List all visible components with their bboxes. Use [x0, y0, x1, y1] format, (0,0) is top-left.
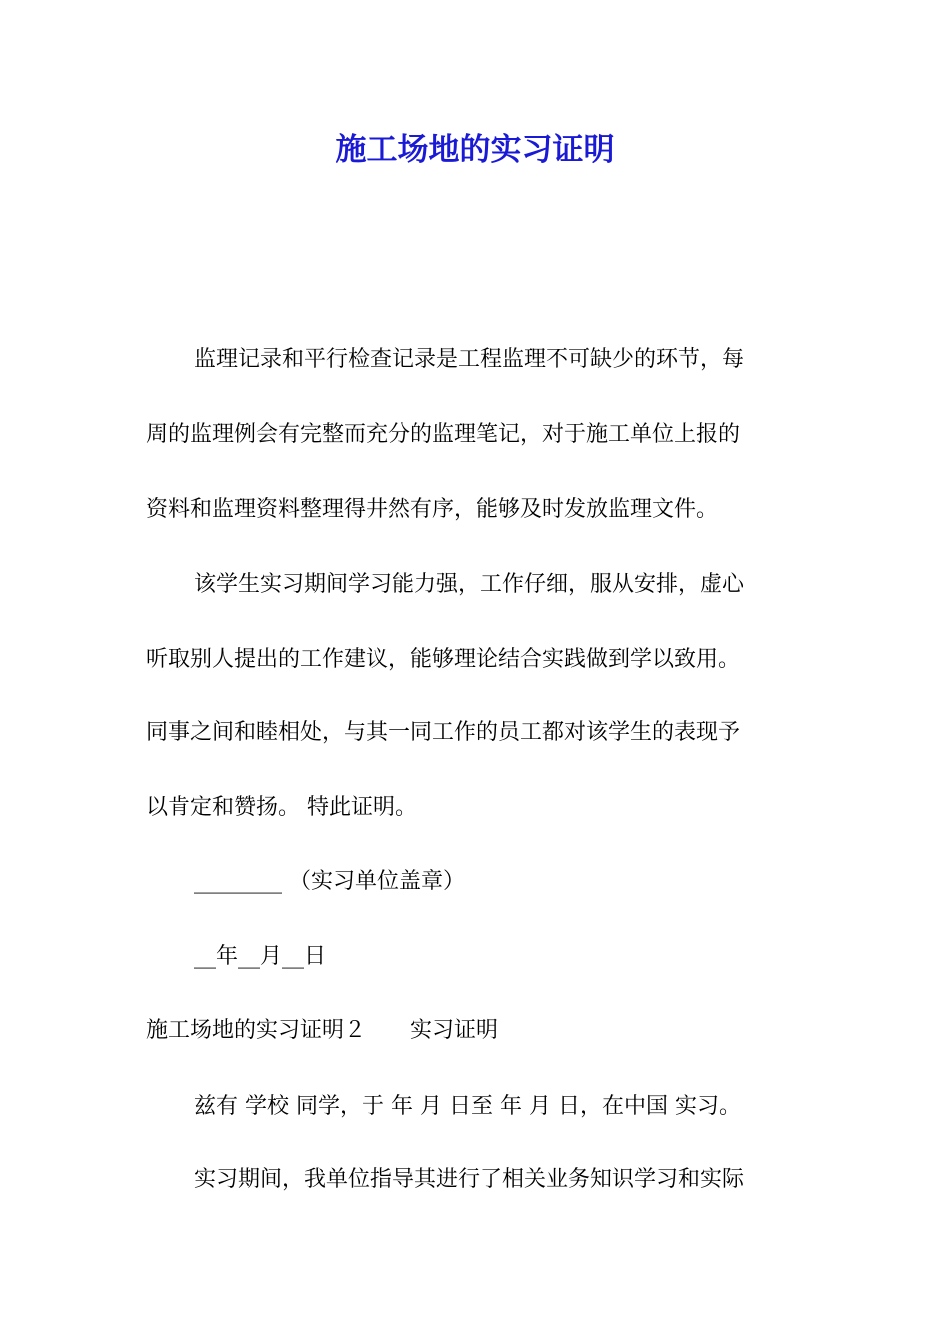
paragraph-1-line-1: 监理记录和平行检查记录是工程监理不可缺少的环节，每 — [194, 347, 745, 372]
paragraph-2-line-2: 听取别人提出的工作建议，能够理论结合实践做到学以致用。 — [146, 647, 741, 672]
document-title: 施工场地的实习证明 — [335, 132, 615, 168]
paragraph-3-line-1: 兹有 学校 同学，于 年 月 日至 年 月 日，在中国 实习。 — [194, 1094, 741, 1119]
paragraph-2-line-1: 该学生实习期间学习能力强，工作仔细，服从安排，虚心 — [194, 572, 745, 597]
paragraph-2-line-3: 同事之间和睦相处，与其一同工作的员工都对该学生的表现予 — [146, 720, 741, 745]
paragraph-4-line-1: 实习期间，我单位指导其进行了相关业务知识学习和实际 — [194, 1167, 745, 1192]
section-2-heading: 施工场地的实习证明２ 实习证明 — [146, 1018, 499, 1043]
date-line: __年__月__日 — [194, 944, 327, 969]
paragraph-1-line-2: 周的监理例会有完整而充分的监理笔记，对于施工单位上报的 — [146, 422, 741, 447]
seal-line: ________ （实习单位盖章） — [194, 869, 465, 894]
paragraph-1-line-3: 资料和监理资料整理得井然有序，能够及时发放监理文件。 — [146, 497, 719, 522]
paragraph-2-line-4: 以肯定和赞扬。 特此证明。 — [146, 795, 417, 820]
